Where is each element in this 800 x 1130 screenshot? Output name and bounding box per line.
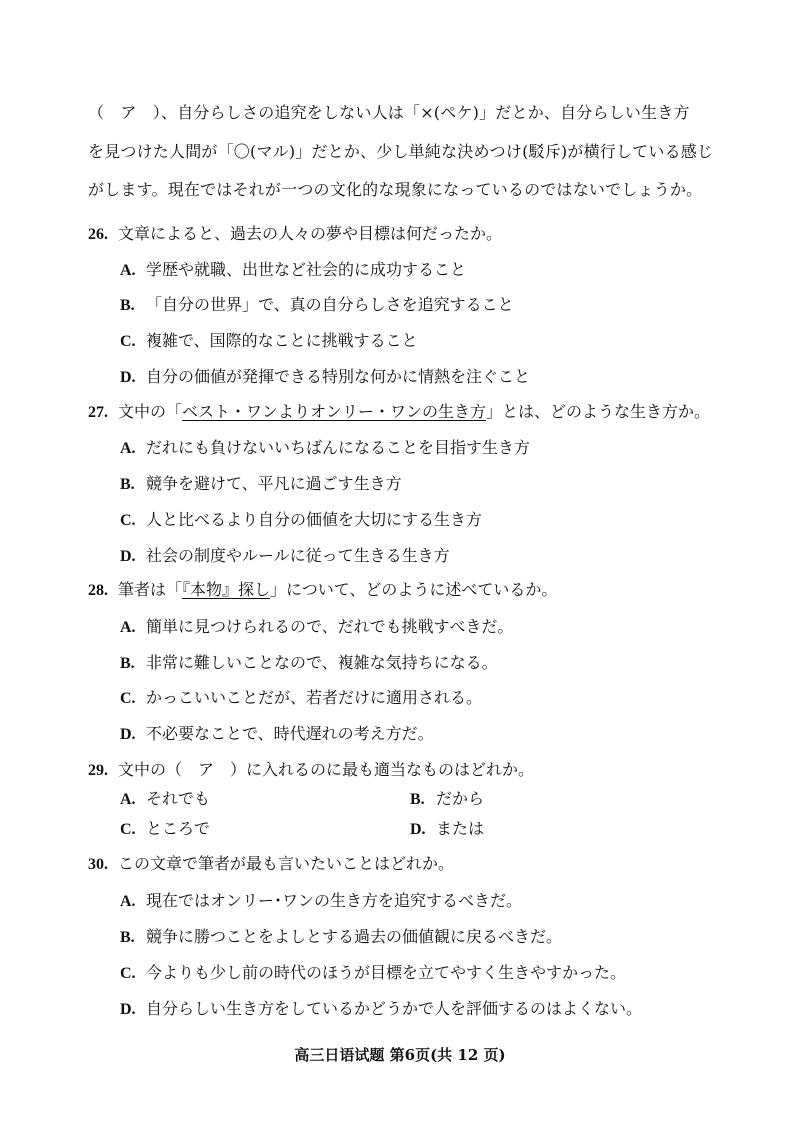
option-text: ところで xyxy=(146,819,210,838)
option-text: 複雑で、国際的なことに挑戦すること xyxy=(146,331,418,350)
option-c xyxy=(120,328,418,351)
option-a xyxy=(120,888,522,911)
option-key: B. xyxy=(120,297,135,314)
option-text: かっこいいことだが、若者だけに適用される。 xyxy=(146,688,483,707)
option-key: D. xyxy=(120,369,136,386)
option-text: 競争を避けて、平凡に過ごす生き方 xyxy=(146,474,402,493)
question-26 xyxy=(88,221,502,244)
question-text-post: 」について、どのように述べているか。 xyxy=(270,580,558,599)
option-c xyxy=(120,960,626,983)
option-text: 簡単に見つけられるので、だれでも挑戦すべきだ。 xyxy=(146,617,514,636)
option-a xyxy=(120,435,530,458)
option-text: 「自分の世界」で、真の自分らしさを追究すること xyxy=(146,295,514,314)
option-a xyxy=(120,257,466,280)
option-c xyxy=(120,816,210,839)
option-key: A. xyxy=(120,791,136,808)
option-a xyxy=(120,614,513,637)
question-number: 28. xyxy=(88,582,108,599)
underlined-phrase: 『本物』探し xyxy=(182,580,271,599)
question-number: 29. xyxy=(88,762,108,779)
question-text: 文中の（ ア ）に入れるのに最も適当なものはどれか。 xyxy=(118,760,535,779)
option-text: 自分の価値が発揮できる特別な何かに情熱を注ぐこと xyxy=(146,367,531,386)
option-key: C. xyxy=(120,690,136,707)
option-b xyxy=(120,650,498,673)
option-key: D. xyxy=(120,726,136,743)
question-text-pre: 筆者は「 xyxy=(118,580,183,599)
option-b xyxy=(120,292,514,315)
option-c xyxy=(120,507,482,530)
passage-line: を見つけた人間が「〇(マル)」だとか、少し単純な決めつけ(駁斥)が横行している感じ xyxy=(88,142,714,161)
page-footer: 高三日语试题 第6页(共 12 页) xyxy=(294,1046,506,1064)
option-key: B. xyxy=(120,929,135,946)
option-key: A. xyxy=(120,619,136,636)
option-key: A. xyxy=(120,440,136,457)
option-key: C. xyxy=(120,821,136,838)
option-key: B. xyxy=(410,791,425,808)
option-text: 競争に勝つことをよしとする過去の価値観に戻るべきだ。 xyxy=(146,927,563,946)
question-30 xyxy=(88,851,454,874)
option-text: だれにも負けないいちばんになることを目指す生き方 xyxy=(146,438,531,457)
option-key: A. xyxy=(120,262,136,279)
option-text: 非常に難しいことなので、複雑な気持ちになる。 xyxy=(146,653,498,672)
option-text: 自分らしい生き方をしているかどうかで人を評価するのはよくない。 xyxy=(146,999,643,1018)
option-c xyxy=(120,685,482,708)
question-number: 27. xyxy=(88,404,108,421)
question-28 xyxy=(88,577,557,600)
option-key: D. xyxy=(120,1001,136,1018)
option-key: A. xyxy=(120,893,136,910)
option-d xyxy=(410,816,484,839)
question-text-post: 」とは、どのような生き方か。 xyxy=(486,402,711,421)
option-text: それでも xyxy=(146,789,211,808)
question-27 xyxy=(88,399,710,422)
option-b xyxy=(410,786,484,809)
passage-line: がします。現在ではそれが一つの文化的な現象になっているのではないでしょうか。 xyxy=(88,180,703,199)
option-text: 現在ではオンリー･ワンの生き方を追究するべきだ。 xyxy=(146,891,523,910)
question-text-pre: 文中の「 xyxy=(118,402,183,421)
option-a xyxy=(120,786,210,809)
option-b xyxy=(120,471,402,494)
option-d xyxy=(120,543,450,566)
option-key: C. xyxy=(120,512,136,529)
option-d xyxy=(120,364,530,387)
option-text: だから xyxy=(436,789,485,808)
option-key: B. xyxy=(120,476,135,493)
option-text: 不必要なことで、時代遅れの考え方だ。 xyxy=(146,724,434,743)
question-number: 26. xyxy=(88,226,108,243)
option-text: 今よりも少し前の時代のほうが目標を立てやすく生きやすかった。 xyxy=(146,963,627,982)
option-d xyxy=(120,721,434,744)
option-key: C. xyxy=(120,333,136,350)
option-key: D. xyxy=(410,821,426,838)
passage-line: （ ア ）、自分らしさの追究をしない人は「×(ペケ)」だとか、自分らしい生き方 xyxy=(88,103,690,122)
question-29 xyxy=(88,757,534,780)
option-d xyxy=(120,996,642,1019)
option-text: または xyxy=(436,819,485,838)
underlined-phrase: ベスト・ワンよりオンリー・ワンの生き方 xyxy=(182,402,487,421)
option-text: 学歴や就職、出世など社会的に成功すること xyxy=(146,260,467,279)
question-text: 文章によると、過去の人々の夢や目標は何だったか。 xyxy=(118,224,503,243)
option-text: 社会の制度やルールに従って生きる生き方 xyxy=(146,546,450,565)
question-number: 30. xyxy=(88,856,108,873)
option-key: D. xyxy=(120,548,136,565)
option-text: 人と比べるより自分の価値を大切にする生き方 xyxy=(146,510,483,529)
option-key: C. xyxy=(120,965,136,982)
option-key: B. xyxy=(120,655,135,672)
question-text: この文章で筆者が最も言いたいことはどれか。 xyxy=(118,854,455,873)
option-b xyxy=(120,924,562,947)
